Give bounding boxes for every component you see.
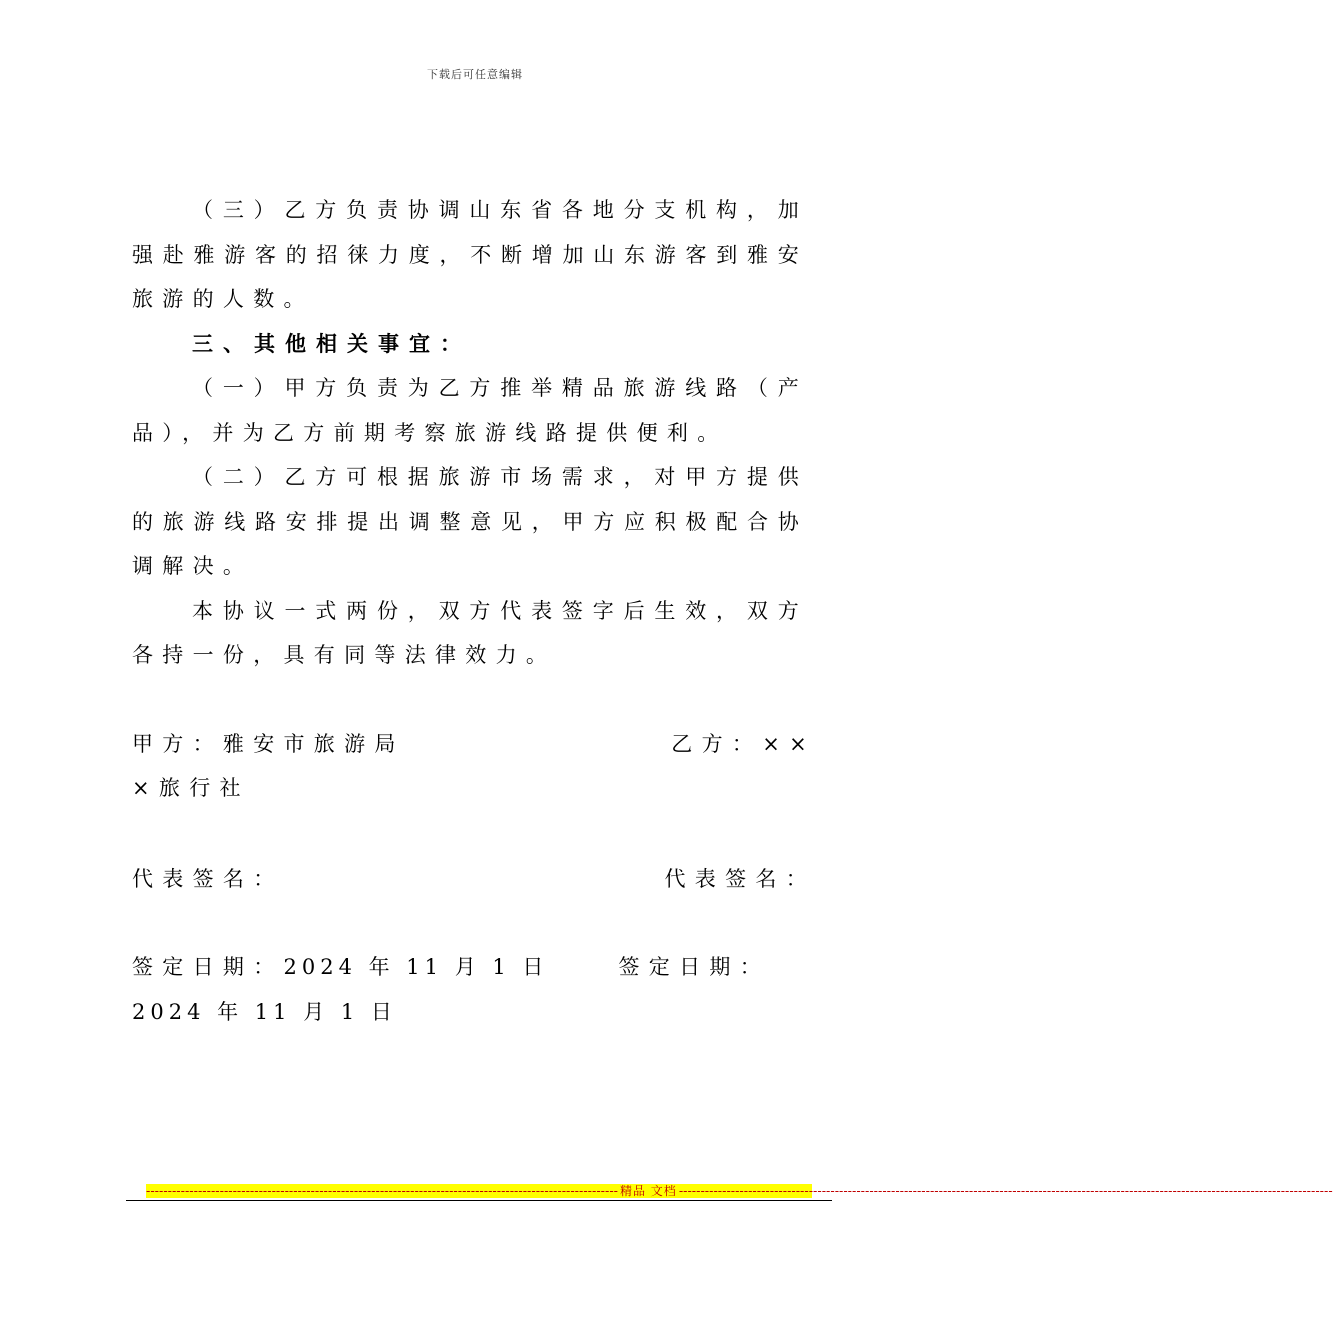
paragraph-other-2: （二）乙方可根据旅游市场需求，对甲方提供的旅游线路安排提出调整意见，甲方应积极配合协调解决。 bbox=[132, 465, 808, 578]
footer-label: 精品 文档 bbox=[619, 1184, 677, 1198]
party-b bbox=[671, 722, 816, 767]
party-b-label: 乙方： bbox=[671, 731, 763, 756]
footer-band bbox=[146, 1184, 1333, 1198]
party-b-name-line1: ×× bbox=[762, 731, 816, 756]
representative-label-a: 代表签名： bbox=[132, 866, 284, 891]
date-value-a: 2024 年 11 月 1 日 bbox=[283, 955, 549, 979]
paragraph-clause-3: （三）乙方负责协调山东省各地分支机构，加强赴雅游客的招徕力度，不断增加山东游客到雅安旅游的人数。 bbox=[132, 198, 808, 311]
date-label-b: 签定日期： bbox=[618, 955, 770, 979]
date-a bbox=[132, 945, 548, 990]
party-a-label: 甲方： bbox=[132, 731, 223, 756]
section-heading-other-matters: 三、其他相关事宜： bbox=[192, 331, 471, 356]
representative-row bbox=[132, 857, 816, 902]
spacer bbox=[132, 901, 808, 945]
footer-dashes-left: ------------------------------------------------------------------------------------------------------------- bbox=[146, 1184, 618, 1198]
date-value-b: 2024 年 11 月 1 日 bbox=[132, 999, 397, 1024]
party-row bbox=[132, 722, 816, 767]
paragraph-other-1: （一）甲方负责为乙方推举精品旅游线路（产品），并为乙方前期考察旅游线路提供便利。 bbox=[132, 376, 808, 445]
document-body bbox=[132, 188, 816, 1034]
footer-dashes-right: ------------------------------------------------------------------------------------------------------------------------------------------------------- bbox=[678, 1184, 1333, 1198]
footer-rule bbox=[126, 1200, 832, 1201]
date-row bbox=[132, 945, 808, 990]
spacer bbox=[132, 811, 808, 857]
spacer bbox=[132, 678, 808, 722]
date-label-a: 签定日期： bbox=[132, 955, 284, 979]
paragraph-closing: 本协议一式两份，双方代表签字后生效，双方各持一份，具有同等法律效力。 bbox=[132, 598, 808, 667]
party-a bbox=[132, 722, 405, 767]
page-header: 下载后可任意编辑 bbox=[427, 68, 523, 81]
party-b-name-line2: ×旅行社 bbox=[132, 776, 250, 800]
representative-label-b: 代表签名： bbox=[664, 866, 816, 891]
party-a-name: 雅安市旅游局 bbox=[222, 731, 405, 756]
